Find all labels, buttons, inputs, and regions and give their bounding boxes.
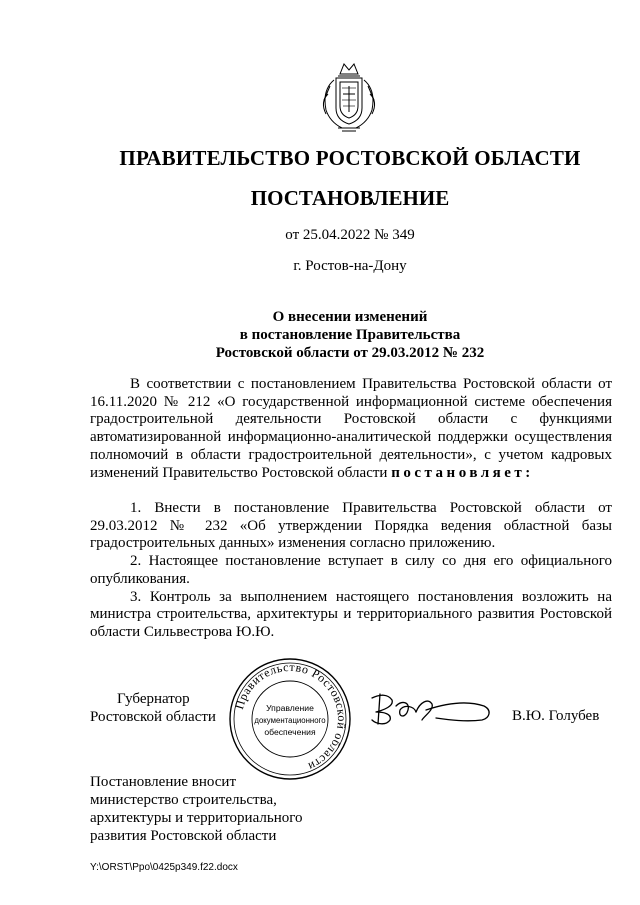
decree-word: постановляет: (391, 464, 534, 481)
signatory-position-line: Ростовской области (90, 709, 216, 725)
handwritten-signature (366, 690, 496, 730)
document-city: г. Ростов-на-Дону (293, 258, 407, 274)
submitter-note-line: Постановление вносит (90, 774, 237, 790)
submitter-note-line: архитектуры и территориального (90, 810, 303, 826)
stamp-center-line: Управление (266, 703, 314, 713)
subject-line: О внесении изменений (272, 309, 428, 325)
preamble-paragraph (90, 376, 612, 482)
subject-line: Ростовской области от 29.03.2012 № 232 (215, 345, 485, 361)
government-title: ПРАВИТЕЛЬСТВО РОСТОВСКОЙ ОБЛАСТИ (119, 146, 581, 170)
stamp-center-line: обеспечения (264, 727, 316, 737)
signatory-position-line: Губернатор (117, 691, 190, 707)
decree-items (90, 500, 612, 642)
signatory-position (90, 690, 220, 726)
decree-item: 1. Внести в постановление Правительства Ростовской области от 29.03.2012 № 232 «Об утверждении Порядка ведения областной базы градостроительных данных» изменения согласно приложению. (90, 500, 612, 552)
subject-line: в постановление Правительства (239, 327, 461, 343)
preamble (90, 376, 612, 482)
file-path: Y:\ORST\Ppo\0425p349.f22.docx (90, 862, 238, 873)
signatory-name: В.Ю. Голубев (512, 708, 600, 724)
preamble-text: В соответствии с постановлением Правительства Ростовской области от 16.11.2020 № 212 «О государственной информационной системе обеспечения градостроительной деятельности Ростовской области с функциями автоматизированной информационно-аналитической поддержки осуществления полномочий в области градостроительной деятельности», с учетом кадровых изменений Правительство Ростовской области (90, 376, 612, 481)
stamp-center-line: документационного (254, 716, 326, 725)
document-date-number: от 25.04.2022 № 349 (285, 227, 415, 243)
stamp-ring-text: Правительство Ростовской области (232, 659, 350, 775)
decree-item: 3. Контроль за выполнением настоящего постановления возложить на министра строительства, архитектуры и территориального развития Ростовской области Сильвестрова Ю.Ю. (90, 588, 612, 640)
official-stamp (228, 657, 352, 781)
submitter-note (90, 773, 303, 845)
decree-item: 2. Настоящее постановление вступает в силу со дня его официального опубликования. (90, 553, 612, 587)
document-type: ПОСТАНОВЛЕНИЕ (250, 186, 450, 210)
submitter-note-line: министерство строительства, (90, 792, 277, 808)
coat-of-arms-icon (316, 60, 382, 134)
submitter-note-line: развития Ростовской области (90, 828, 277, 844)
